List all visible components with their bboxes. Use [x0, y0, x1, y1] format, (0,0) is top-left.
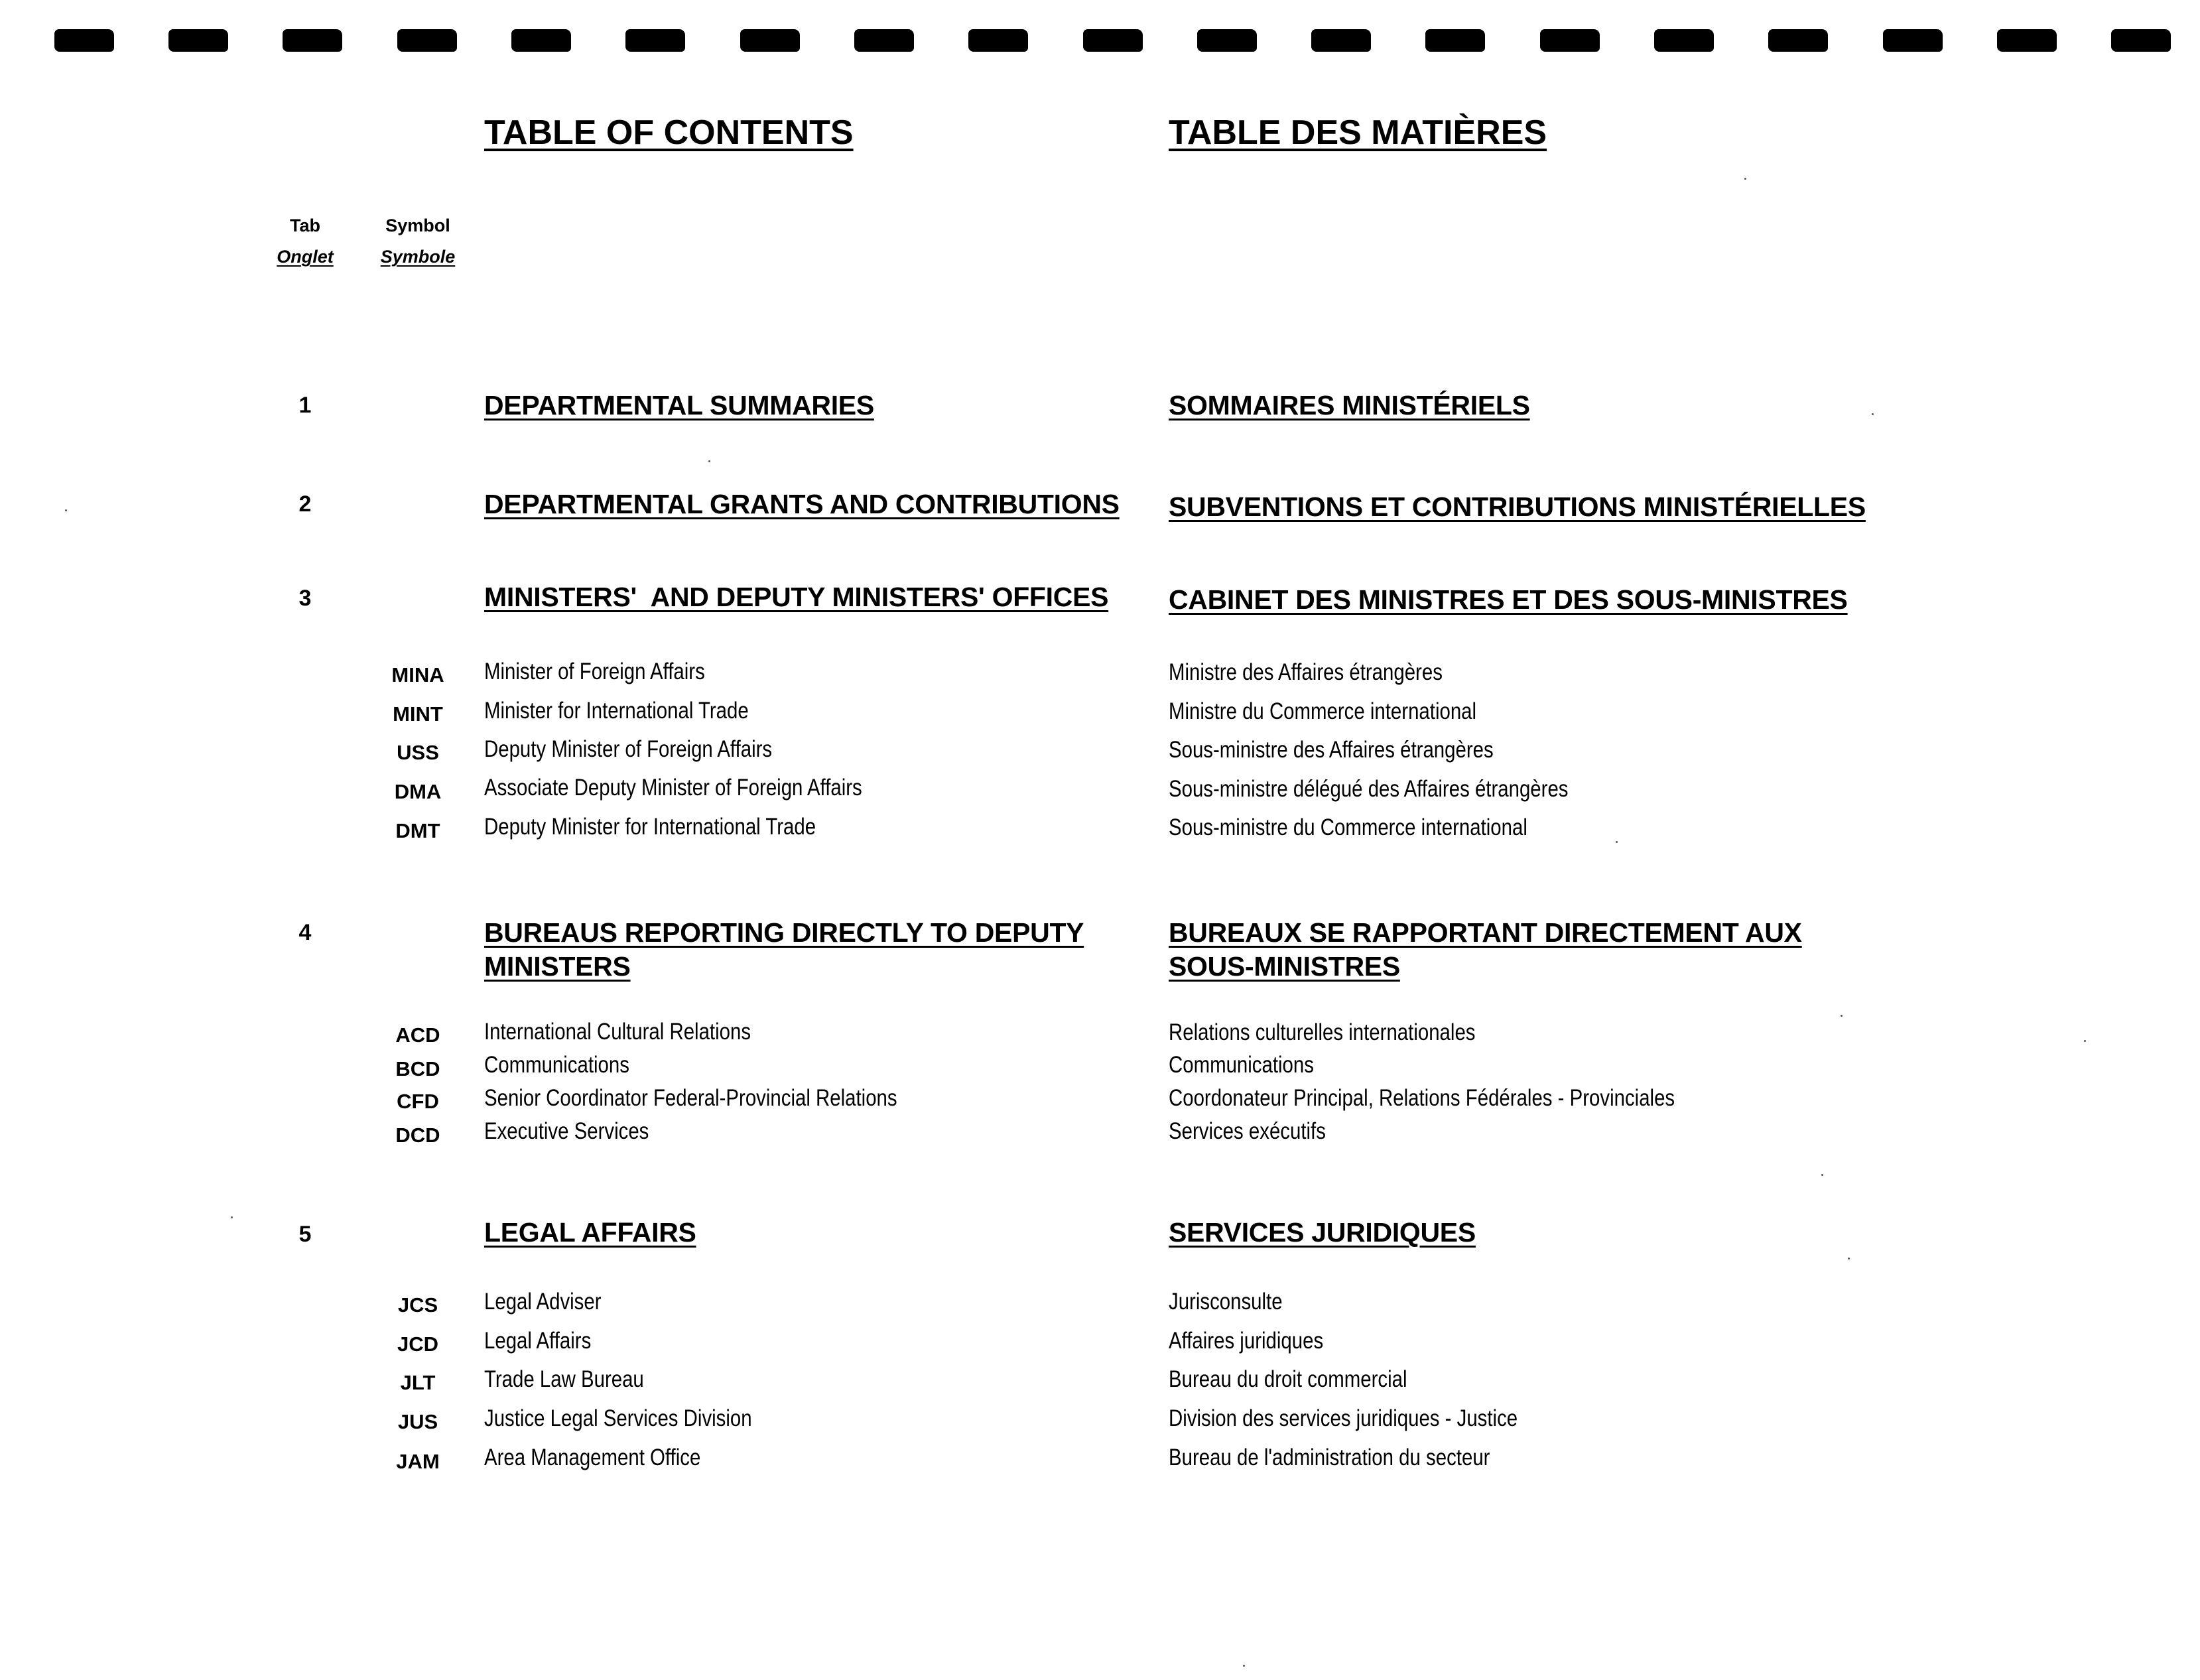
item-name-en: Area Management Office [484, 1445, 701, 1470]
section-tab-number: 4 [298, 920, 312, 945]
item-name-fr: Sous-ministre délégué des Affaires étrangères [1169, 776, 1569, 802]
section-tab-number: 1 [298, 393, 312, 418]
item-name-fr: Relations culturelles internationales [1169, 1019, 1476, 1045]
scan-speck [1744, 178, 1746, 180]
office-symbol: DMT [395, 819, 440, 842]
item-name-fr: Ministre du Commerce international [1169, 698, 1477, 724]
scan-speck [65, 509, 67, 511]
office-symbol: CFD [397, 1090, 439, 1113]
scan-speck [2084, 1040, 2086, 1042]
binding-hole [1083, 29, 1143, 52]
binding-hole [625, 29, 685, 52]
item-name-en: Executive Services [484, 1118, 649, 1144]
binding-hole [1540, 29, 1600, 52]
binding-hole [1425, 29, 1485, 52]
item-name-en: Justice Legal Services Division [484, 1405, 752, 1431]
office-symbol: JCD [397, 1332, 438, 1356]
symbol-column-header: Symbol [385, 216, 450, 235]
office-symbol: JCS [397, 1293, 438, 1317]
item-name-en: Minister for International Trade [484, 698, 749, 724]
section-title-en: DEPARTMENTAL GRANTS AND CONTRIBUTIONS [484, 489, 1120, 519]
item-name-fr: Division des services juridiques - Justice [1169, 1405, 1518, 1431]
item-name-en: Communications [484, 1052, 629, 1078]
binding-hole [54, 29, 114, 52]
item-name-fr: Bureau de l'administration du secteur [1169, 1445, 1490, 1470]
office-symbol: DCD [395, 1124, 440, 1147]
page-title-fr: TABLE DES MATIÈRES [1169, 113, 1547, 152]
scan-speck [1848, 1258, 1850, 1260]
section-title-fr: SOMMAIRES MINISTÉRIELS [1169, 390, 1530, 420]
binding-hole [283, 29, 342, 52]
item-name-fr: Services exécutifs [1169, 1118, 1326, 1144]
scan-speck [231, 1216, 233, 1218]
section-title-en-line2: MINISTERS [484, 951, 631, 982]
section-title-en: DEPARTMENTAL SUMMARIES [484, 390, 874, 420]
item-name-fr: Sous-ministre du Commerce international [1169, 814, 1527, 840]
binding-hole [854, 29, 914, 52]
section-tab-number: 2 [298, 491, 312, 517]
office-symbol: JUS [397, 1410, 438, 1433]
binding-hole [740, 29, 800, 52]
section-title-en: MINISTERS' AND DEPUTY MINISTERS' OFFICES [484, 582, 1109, 612]
binding-hole [1997, 29, 2057, 52]
office-symbol: JLT [400, 1371, 436, 1394]
binding-hole [2111, 29, 2171, 52]
item-name-en: Legal Adviser [484, 1289, 602, 1315]
section-title-en: LEGAL AFFAIRS [484, 1217, 696, 1248]
office-symbol: DMA [394, 780, 442, 803]
scan-speck [1243, 1665, 1245, 1667]
page-title-en: TABLE OF CONTENTS [484, 113, 854, 152]
section-tab-number: 3 [298, 586, 312, 611]
item-name-en: Trade Law Bureau [484, 1366, 644, 1392]
scan-speck [1872, 413, 1874, 415]
office-symbol: JAM [396, 1450, 440, 1473]
office-symbol: MINA [391, 663, 444, 686]
section-title-en-line1: BUREAUS REPORTING DIRECTLY TO DEPUTY [484, 917, 1084, 948]
item-name-fr: Ministre des Affaires étrangères [1169, 659, 1443, 685]
binding-hole [397, 29, 457, 52]
scan-speck [1841, 1015, 1843, 1017]
binding-hole [1768, 29, 1828, 52]
item-name-en: Legal Affairs [484, 1328, 592, 1354]
item-name-fr: Jurisconsulte [1169, 1289, 1283, 1315]
section-title-fr: CABINET DES MINISTRES ET DES SOUS-MINISTRES [1169, 584, 1848, 615]
item-name-en: Deputy Minister of Foreign Affairs [484, 736, 773, 762]
section-title-fr: SERVICES JURIDIQUES [1169, 1217, 1476, 1248]
binding-hole [1197, 29, 1257, 52]
item-name-fr: Bureau du droit commercial [1169, 1366, 1407, 1392]
binding-hole [1311, 29, 1371, 52]
tab-column-header-fr: Onglet [277, 247, 334, 267]
binding-hole [511, 29, 571, 52]
symbol-column-header-fr: Symbole [380, 247, 456, 267]
office-symbol: MINT [393, 702, 443, 726]
section-title-fr-line1: BUREAUX SE RAPPORTANT DIRECTEMENT AUX [1169, 917, 1802, 948]
scan-speck [1821, 1174, 1823, 1176]
item-name-en: Deputy Minister for International Trade [484, 814, 816, 840]
item-name-en: Associate Deputy Minister of Foreign Affairs [484, 775, 862, 801]
item-name-en: Senior Coordinator Federal-Provincial Relations [484, 1085, 897, 1111]
scan-speck [708, 460, 710, 462]
binding-hole [1654, 29, 1714, 52]
item-name-en: Minister of Foreign Affairs [484, 659, 705, 684]
binding-hole [968, 29, 1028, 52]
binding-holes [0, 29, 2200, 52]
binding-hole [1883, 29, 1943, 52]
binding-hole [168, 29, 228, 52]
section-tab-number: 5 [298, 1222, 312, 1247]
office-symbol: BCD [395, 1057, 440, 1080]
item-name-fr: Communications [1169, 1052, 1314, 1078]
scan-speck [1616, 841, 1618, 843]
tab-column-header: Tab [290, 216, 320, 235]
section-title-fr-line2: SOUS-MINISTRES [1169, 951, 1400, 982]
item-name-en: International Cultural Relations [484, 1019, 751, 1045]
item-name-fr: Sous-ministre des Affaires étrangères [1169, 737, 1494, 763]
office-symbol: ACD [395, 1023, 440, 1047]
office-symbol: USS [397, 741, 439, 764]
item-name-fr: Affaires juridiques [1169, 1328, 1324, 1354]
section-title-fr: SUBVENTIONS ET CONTRIBUTIONS MINISTÉRIELLES [1169, 491, 1866, 522]
item-name-fr: Coordonateur Principal, Relations Fédérales - Provinciales [1169, 1085, 1675, 1111]
